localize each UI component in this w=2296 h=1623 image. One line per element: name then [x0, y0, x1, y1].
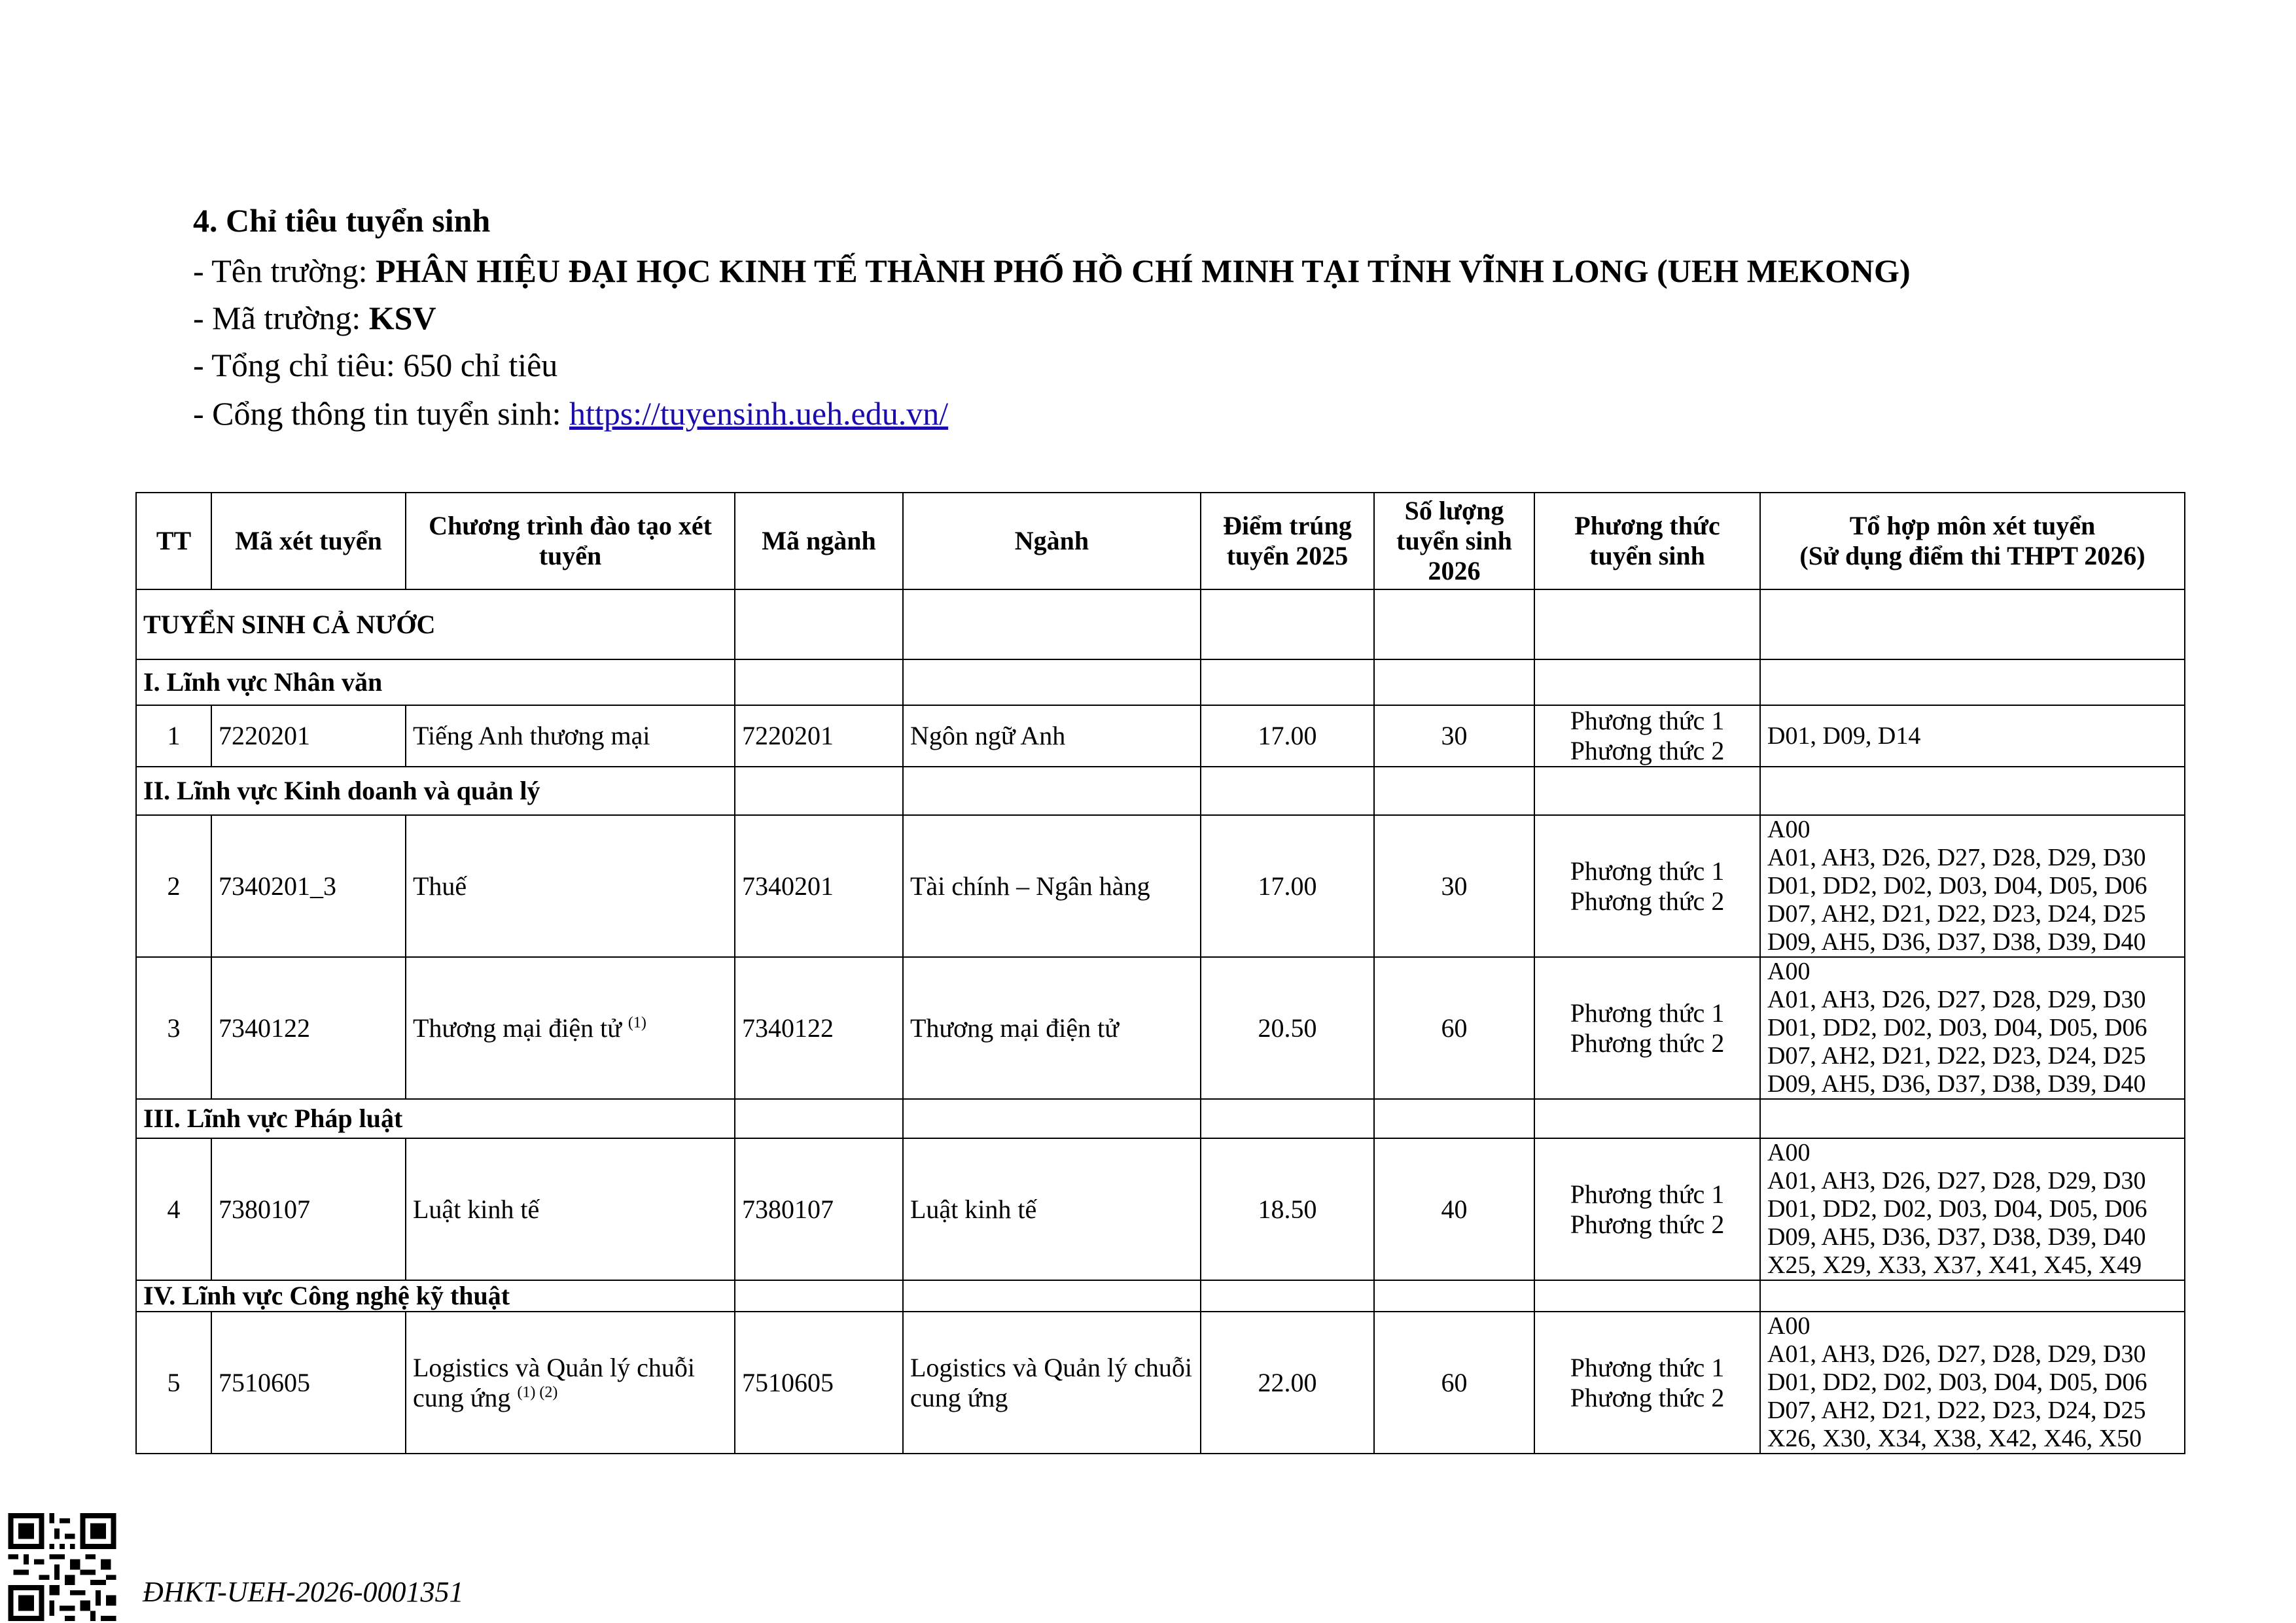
- program-name: Thương mại điện tử: [413, 1013, 622, 1043]
- table-row: [136, 957, 2185, 1099]
- row-tt: 3: [136, 957, 211, 1099]
- header-row: [136, 493, 2185, 589]
- row-method: [1534, 957, 1760, 1099]
- school-code-prefix: - Mã trường:: [193, 300, 369, 336]
- field-label: I. Lĩnh vực Nhân văn: [136, 659, 735, 705]
- combo-line: D01, DD2, D02, D03, D04, D05, D06: [1767, 1014, 2147, 1041]
- method-1: Phương thức 1: [1570, 998, 1725, 1028]
- field-label: IV. Lĩnh vực Công nghệ kỹ thuật: [136, 1280, 735, 1312]
- header-combo-title: Tổ hợp môn xét tuyển: [1849, 511, 2096, 540]
- row-major: Thương mại điện tử: [903, 957, 1201, 1099]
- header-quota-2026: Số lượng tuyển sinh 2026: [1374, 493, 1534, 589]
- row-score-2025: 17.00: [1201, 705, 1374, 767]
- method-1: Phương thức 1: [1570, 1179, 1725, 1209]
- method-1: Phương thức 1: [1570, 706, 1725, 735]
- row-score-2025: 20.50: [1201, 957, 1374, 1099]
- table-row: [136, 1312, 2185, 1454]
- program-name: Logistics và Quản lý chuỗi cung ứng: [413, 1352, 696, 1412]
- row-quota-2026: 60: [1374, 1312, 1534, 1454]
- row-major: Ngôn ngữ Anh: [903, 705, 1201, 767]
- row-major-code: 7380107: [735, 1138, 903, 1280]
- row-method: [1534, 1312, 1760, 1454]
- combo-line: A01, AH3, D26, D27, D28, D29, D30: [1767, 844, 2146, 871]
- header-method: Phương thức tuyển sinh: [1534, 493, 1760, 589]
- document-code: ĐHKT-UEH-2026-0001351: [143, 1576, 464, 1608]
- row-tt: 1: [136, 705, 211, 767]
- row-major-code: 7340201: [735, 815, 903, 957]
- row-method: [1534, 705, 1760, 767]
- combo-line: D01, DD2, D02, D03, D04, D05, D06: [1767, 1369, 2147, 1396]
- row-quota-2026: 60: [1374, 957, 1534, 1099]
- field-label: II. Lĩnh vực Kinh doanh và quản lý: [136, 767, 735, 815]
- row-score-2025: 18.50: [1201, 1138, 1374, 1280]
- table-row: [136, 705, 2185, 767]
- header-major-code: Mã ngành: [735, 493, 903, 589]
- qr-code: [7, 1513, 118, 1621]
- row-program: [406, 957, 735, 1099]
- row-admission-code: 7510605: [211, 1312, 406, 1454]
- combo-line: D09, AH5, D36, D37, D38, D39, D40: [1767, 928, 2146, 956]
- header-combo: [1760, 493, 2185, 589]
- row-admission-code: 7380107: [211, 1138, 406, 1280]
- portal-line: [193, 393, 948, 434]
- header-combo-subtitle: (Sử dụng điểm thi THPT 2026): [1799, 541, 2146, 570]
- row-tt: 5: [136, 1312, 211, 1454]
- combo-line: D01, DD2, D02, D03, D04, D05, D06: [1767, 872, 2147, 899]
- row-program: [406, 1138, 735, 1280]
- field-row: [136, 1280, 2185, 1312]
- field-label: III. Lĩnh vực Pháp luật: [136, 1099, 735, 1138]
- combo-line: D01, D09, D14: [1767, 722, 1921, 750]
- method-2: Phương thức 2: [1570, 1209, 1725, 1239]
- row-combos: [1760, 1138, 2185, 1280]
- program-name: Tiếng Anh thương mại: [413, 721, 650, 750]
- combo-line: D07, AH2, D21, D22, D23, D24, D25: [1767, 1397, 2146, 1424]
- row-quota-2026: 40: [1374, 1138, 1534, 1280]
- combo-line: A01, AH3, D26, D27, D28, D29, D30: [1767, 986, 2146, 1013]
- total-quota-line: - Tổng chỉ tiêu: 650 chỉ tiêu: [193, 347, 558, 383]
- combo-line: D09, AH5, D36, D37, D38, D39, D40: [1767, 1070, 2146, 1098]
- portal-link[interactable]: https://tuyensinh.ueh.edu.vn/: [569, 395, 949, 432]
- row-program: [406, 815, 735, 957]
- field-row: [136, 767, 2185, 815]
- school-code-line: [193, 297, 436, 339]
- row-program: [406, 1312, 735, 1454]
- row-admission-code: 7340201_3: [211, 815, 406, 957]
- program-name: Luật kinh tế: [413, 1194, 540, 1224]
- row-score-2025: 17.00: [1201, 815, 1374, 957]
- row-score-2025: 22.00: [1201, 1312, 1374, 1454]
- combo-line: X25, X29, X33, X37, X41, X45, X49: [1767, 1251, 2142, 1279]
- row-admission-code: 7340122: [211, 957, 406, 1099]
- combo-line: A00: [1767, 816, 1810, 843]
- combo-line: A00: [1767, 1312, 1810, 1340]
- row-program: [406, 705, 735, 767]
- portal-prefix: - Cổng thông tin tuyển sinh:: [193, 395, 569, 432]
- method-2: Phương thức 2: [1570, 1028, 1725, 1058]
- field-row: [136, 659, 2185, 705]
- program-footnote: (1) (2): [517, 1384, 558, 1401]
- header-tt: TT: [136, 493, 211, 589]
- header-major: Ngành: [903, 493, 1201, 589]
- combo-line: D09, AH5, D36, D37, D38, D39, D40: [1767, 1223, 2146, 1251]
- row-combos: [1760, 1312, 2185, 1454]
- combo-line: A01, AH3, D26, D27, D28, D29, D30: [1767, 1340, 2146, 1368]
- combo-line: D07, AH2, D21, D22, D23, D24, D25: [1767, 900, 2146, 928]
- quota-table: [135, 492, 2185, 1454]
- school-code: KSV: [368, 300, 436, 336]
- table-row: [136, 815, 2185, 957]
- program-name: Thuế: [413, 871, 467, 901]
- combo-line: D07, AH2, D21, D22, D23, D24, D25: [1767, 1042, 2146, 1070]
- method-2: Phương thức 2: [1570, 886, 1725, 916]
- row-tt: 4: [136, 1138, 211, 1280]
- method-2: Phương thức 2: [1570, 736, 1725, 765]
- combo-line: A00: [1767, 958, 1810, 985]
- table-row: [136, 1138, 2185, 1280]
- row-tt: 2: [136, 815, 211, 957]
- row-method: [1534, 815, 1760, 957]
- national-label: TUYỂN SINH CẢ NƯỚC: [136, 589, 735, 659]
- row-admission-code: 7220201: [211, 705, 406, 767]
- row-major: Luật kinh tế: [903, 1138, 1201, 1280]
- field-row: [136, 1099, 2185, 1138]
- school-name-line: [193, 250, 1911, 292]
- combo-line: A00: [1767, 1139, 1810, 1166]
- row-major-code: 7510605: [735, 1312, 903, 1454]
- row-major-code: 7340122: [735, 957, 903, 1099]
- program-footnote: (1): [627, 1014, 646, 1032]
- row-major-code: 7220201: [735, 705, 903, 767]
- row-quota-2026: 30: [1374, 705, 1534, 767]
- row-combos: [1760, 815, 2185, 957]
- combo-line: A01, AH3, D26, D27, D28, D29, D30: [1767, 1167, 2146, 1195]
- school-name: PHÂN HIỆU ĐẠI HỌC KINH TẾ THÀNH PHỐ HỒ CHÍ MINH TẠI TỈNH VĨNH LONG (UEH MEKONG): [375, 253, 1911, 289]
- row-method: [1534, 1138, 1760, 1280]
- method-2: Phương thức 2: [1570, 1382, 1725, 1412]
- row-quota-2026: 30: [1374, 815, 1534, 957]
- row-major: Logistics và Quản lý chuỗi cung ứng: [903, 1312, 1201, 1454]
- row-combos: [1760, 957, 2185, 1099]
- header-admission-code: Mã xét tuyển: [211, 493, 406, 589]
- header-score-2025: Điểm trúng tuyển 2025: [1201, 493, 1374, 589]
- combo-line: X26, X30, X34, X38, X42, X46, X50: [1767, 1425, 2142, 1452]
- row-major: Tài chính – Ngân hàng: [903, 815, 1201, 957]
- combo-line: D01, DD2, D02, D03, D04, D05, D06: [1767, 1195, 2147, 1223]
- header-program: Chương trình đào tạo xét tuyển: [406, 493, 735, 589]
- section-heading: 4. Chỉ tiêu tuyển sinh: [193, 202, 491, 239]
- school-name-prefix: - Tên trường:: [193, 253, 376, 289]
- national-row: [136, 589, 2185, 659]
- method-1: Phương thức 1: [1570, 856, 1725, 886]
- method-1: Phương thức 1: [1570, 1352, 1725, 1382]
- row-combos: [1760, 705, 2185, 767]
